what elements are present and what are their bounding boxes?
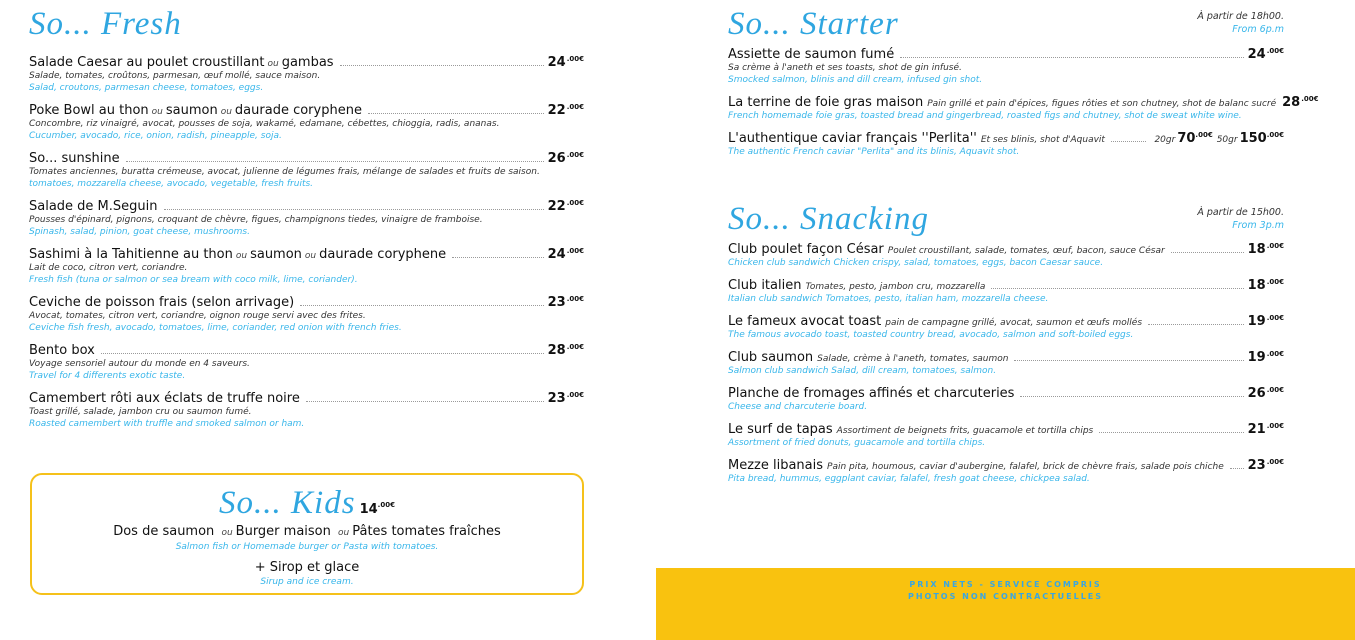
footer-band <box>656 568 1355 640</box>
item-price: $24^{.00€}$ <box>547 247 584 262</box>
item-name-alt: gambas <box>281 55 334 70</box>
menu-item <box>29 391 584 430</box>
item-price: $19^{.00€}$ <box>1247 314 1284 329</box>
item-description-fr: Toast grillé, salade, jambon cru ou saumon fumé. <box>29 407 252 417</box>
item-or: ou <box>304 251 317 261</box>
footer-photos-note: PHOTOS NON CONTRACTUELLES <box>907 592 1104 601</box>
item-description-fr: Avocat, tomates, citron vert, coriandre, oignon rouge servi avec des frites. <box>29 311 366 321</box>
item-price: $23^{.00€}$ <box>1247 458 1284 473</box>
item-description-fr: Voyage sensoriel autour du monde en 4 saveurs. <box>29 359 250 369</box>
caviar-price-50gr: $150^{.00€}$ <box>1239 131 1284 146</box>
item-price: $21^{.00€}$ <box>1247 422 1284 437</box>
dotted-leader <box>340 65 544 66</box>
item-price: $28^{.00€}$ <box>547 343 584 358</box>
dotted-leader <box>900 57 1243 58</box>
item-price: $26^{.00€}$ <box>547 151 584 166</box>
menu-item <box>728 458 1284 485</box>
dotted-leader <box>452 257 543 258</box>
item-description-fr: Lait de coco, citron vert, coriandre. <box>29 263 188 273</box>
item-name-alt: saumon <box>250 247 302 262</box>
item-description-en: Cheese and charcuterie board. <box>728 402 868 412</box>
item-name: Salade de M.Seguin <box>29 199 158 214</box>
item-name: Ceviche de poisson frais (selon arrivage) <box>29 295 295 310</box>
item-description-fr: Pousses d'épinard, pignons, croquant de chèvre, figues, champignons tiedes, vinaigre de framboise. <box>29 215 483 225</box>
item-name: So... sunshine <box>29 151 120 166</box>
footer-prices-note: PRIX NETS - SERVICE COMPRIS <box>909 580 1102 589</box>
kids-main-choice: Dos de saumon ou Burger maison ou Pâtes tomates fraîches <box>113 524 501 539</box>
schedule-en: From 6p.m <box>1232 24 1284 35</box>
item-name: Sashimi à la Tahitienne au thon <box>29 247 233 262</box>
item-name: Club poulet façon César <box>728 242 884 257</box>
item-or: ou <box>338 528 350 538</box>
item-description-en: Pita bread, hummus, eggplant caviar, falafel, fresh goat cheese, chickpea salad. <box>728 474 1090 484</box>
kids-title: So... Kids <box>219 485 356 521</box>
item-description-fr: Concombre, riz vinaigré, avocat, pousses de soja, wakamé, edamane, cébettes, chioggia, radis, ananas. <box>29 119 500 129</box>
schedule-fr: À partir de 15h00. <box>1197 207 1284 218</box>
fresh-section <box>29 8 584 439</box>
snacking-title: So... Snacking <box>728 201 929 237</box>
caviar-size-20gr: 20gr <box>1154 135 1176 145</box>
item-or: ou <box>221 528 233 538</box>
item-description-en: Cucumber, avocado, rice, onion, radish, pineapple, soja. <box>29 131 282 141</box>
item-description-en: Chicken club sandwich Chicken crispy, salad, tomatoes, eggs, bacon Caesar sauce. <box>728 258 1104 268</box>
caviar-price-20gr: $70^{.00€}$ <box>1177 131 1213 146</box>
item-description-fr: Pain pita, houmous, caviar d'aubergine, falafel, brick de chèvre frais, salade pois chiche <box>827 462 1224 472</box>
starter-title: So... Starter <box>728 6 899 42</box>
dotted-leader <box>368 113 544 114</box>
dotted-leader <box>300 305 543 306</box>
item-name: Le surf de tapas <box>728 422 833 437</box>
fresh-title: So... Fresh <box>29 6 182 42</box>
item-or: ou <box>220 107 232 117</box>
item-description-fr: Et ses blinis, shot d'Aquavit <box>980 135 1105 145</box>
item-name: Club saumon <box>728 350 814 365</box>
menu-item <box>29 151 584 190</box>
item-price: $23^{.00€}$ <box>547 391 584 406</box>
item-name-alt: saumon <box>165 103 218 118</box>
item-price: $19^{.00€}$ <box>1247 350 1284 365</box>
menu-item <box>728 242 1284 269</box>
item-name: La terrine de foie gras maison <box>728 95 924 110</box>
item-name: Assiette de saumon fumé <box>728 47 895 62</box>
menu-item <box>728 47 1284 86</box>
menu-item <box>29 103 584 142</box>
item-description-fr: Pain grillé et pain d'épices, figues rôties et son chutney, shot de balanc sucré <box>927 99 1277 109</box>
item-description-en: Spinash, salad, pinion, goat cheese, mushrooms. <box>29 227 250 237</box>
item-price: $22^{.00€}$ <box>547 103 584 118</box>
item-description-en: Salad, croutons, parmesan cheese, tomatoes, eggs. <box>29 83 264 93</box>
menu-item <box>728 95 1319 122</box>
menu-item <box>29 247 584 286</box>
snacking-schedule <box>1197 206 1284 232</box>
item-description-fr: Sa crème à l'aneth et ses toasts, shot de gin infusé. <box>728 63 962 73</box>
item-price: $26^{.00€}$ <box>1247 386 1284 401</box>
dotted-leader <box>164 209 544 210</box>
dotted-leader <box>991 288 1243 289</box>
menu-item <box>728 422 1284 449</box>
caviar-size-50gr: 50gr <box>1216 135 1238 145</box>
dotted-leader <box>1171 252 1244 253</box>
item-description-en: Travel for 4 differents exotic taste. <box>29 371 186 381</box>
starter-section <box>728 6 1319 167</box>
item-description-en: Italian club sandwich Tomatoes, pesto, italian ham, mozzarella cheese. <box>728 294 1049 304</box>
item-name-alt: daurade coryphene <box>234 103 362 118</box>
item-name: Club italien <box>728 278 802 293</box>
kids-price: $14^{.00€}$ <box>359 501 395 517</box>
menu-item <box>29 55 584 94</box>
item-name: Planche de fromages affinés et charcuteries <box>728 386 1015 401</box>
item-description-fr: Assortiment de beignets frits, guacamole et tortilla chips <box>836 426 1094 436</box>
item-price: $18^{.00€}$ <box>1247 278 1284 293</box>
menu-item <box>728 350 1284 377</box>
item-price: $28^{.00€}$ <box>1282 95 1319 110</box>
menu-item-caviar <box>728 131 1284 158</box>
menu-item <box>29 343 584 382</box>
item-name: Poke Bowl au thon <box>29 103 149 118</box>
item-description-en: Ceviche fish fresh, avocado, tomatoes, lime, coriander, red onion with french fries. <box>29 323 402 333</box>
dotted-leader <box>1148 324 1244 325</box>
dotted-leader <box>1014 360 1243 361</box>
item-name: Le fameux avocat toast <box>728 314 882 329</box>
dotted-leader <box>1230 468 1244 469</box>
menu-item <box>728 386 1284 413</box>
schedule-en: From 3p.m <box>1232 220 1284 231</box>
item-description-en: Assortment of fried donuts, guacamole and tortilla chips. <box>728 438 986 448</box>
item-price: $23^{.00€}$ <box>547 295 584 310</box>
menu-item <box>29 295 584 334</box>
item-description-fr: pain de campagne grillé, avocat, saumon et œufs mollés <box>885 318 1143 328</box>
menu-item <box>29 199 584 238</box>
item-description-fr: Salade, crème à l'aneth, tomates, saumon <box>817 354 1009 364</box>
item-or: ou <box>267 59 279 69</box>
menu-item <box>728 314 1284 341</box>
kids-box <box>30 473 584 595</box>
item-description-fr: Salade, tomates, croûtons, parmesan, œuf mollé, sauce maison. <box>29 71 321 81</box>
kids-dessert-en: Sirup and ice cream. <box>260 577 354 587</box>
schedule-fr: À partir de 18h00. <box>1197 11 1284 22</box>
kids-main-choice-en: Salmon fish or Homemade burger or Pasta with tomatoes. <box>175 542 439 552</box>
item-description-en: tomatoes, mozzarella cheese, avocado, vegetable, fresh fruits. <box>29 179 314 189</box>
item-name-alt: daurade coryphene <box>319 247 447 262</box>
item-description-fr: Tomates anciennes, buratta crémeuse, avocat, julienne de légumes frais, mélange de salades et fruits de saison. <box>29 167 540 177</box>
dotted-leader <box>1020 396 1243 397</box>
starter-schedule <box>1197 10 1284 36</box>
snacking-section <box>728 203 1284 494</box>
item-description-fr: Tomates, pesto, jambon cru, mozzarella <box>805 282 986 292</box>
item-price: $24^{.00€}$ <box>1247 47 1284 62</box>
item-price: $18^{.00€}$ <box>1247 242 1284 257</box>
kids-dessert: + Sirop et glace <box>254 560 360 575</box>
dotted-leader <box>306 401 544 402</box>
item-or: ou <box>151 107 163 117</box>
item-description-en: French homemade foie gras, toasted bread and gingerbread, roasted figs and chutney, shot de sweat white wine. <box>728 111 1242 121</box>
item-name: Salade Caesar au poulet croustillant <box>29 55 265 70</box>
item-description-en: Fresh fish (tuna or salmon or sea bream with coco milk, lime, coriander). <box>29 275 358 285</box>
item-price: $22^{.00€}$ <box>547 199 584 214</box>
item-name: Mezze libanais <box>728 458 824 473</box>
item-price: $24^{.00€}$ <box>547 55 584 70</box>
dotted-leader <box>1099 432 1243 433</box>
dotted-leader <box>1111 141 1146 142</box>
item-description-en: The famous avocado toast, toasted country bread, avocado, salmon and soft-boiled eggs. <box>728 330 1134 340</box>
item-description-en: Roasted camembert with truffle and smoked salmon or ham. <box>29 419 305 429</box>
item-or: ou <box>235 251 248 261</box>
item-name: Bento box <box>29 343 95 358</box>
item-description-en: Salmon club sandwich Salad, dill cream, tomatoes, salmon. <box>728 366 997 376</box>
menu-item <box>728 278 1284 305</box>
item-description-en: The authentic French caviar "Perlita" and its blinis, Aquavit shot. <box>728 147 1020 157</box>
item-name: L'authentique caviar français ''Perlita'' <box>728 131 977 146</box>
item-name: Camembert rôti aux éclats de truffe noire <box>29 391 300 406</box>
dotted-leader <box>126 161 544 162</box>
dotted-leader <box>101 353 544 354</box>
item-description-fr: Poulet croustillant, salade, tomates, œuf, bacon, sauce César <box>887 246 1165 256</box>
item-description-en: Smocked salmon, blinis and dill cream, infused gin shot. <box>728 75 983 85</box>
